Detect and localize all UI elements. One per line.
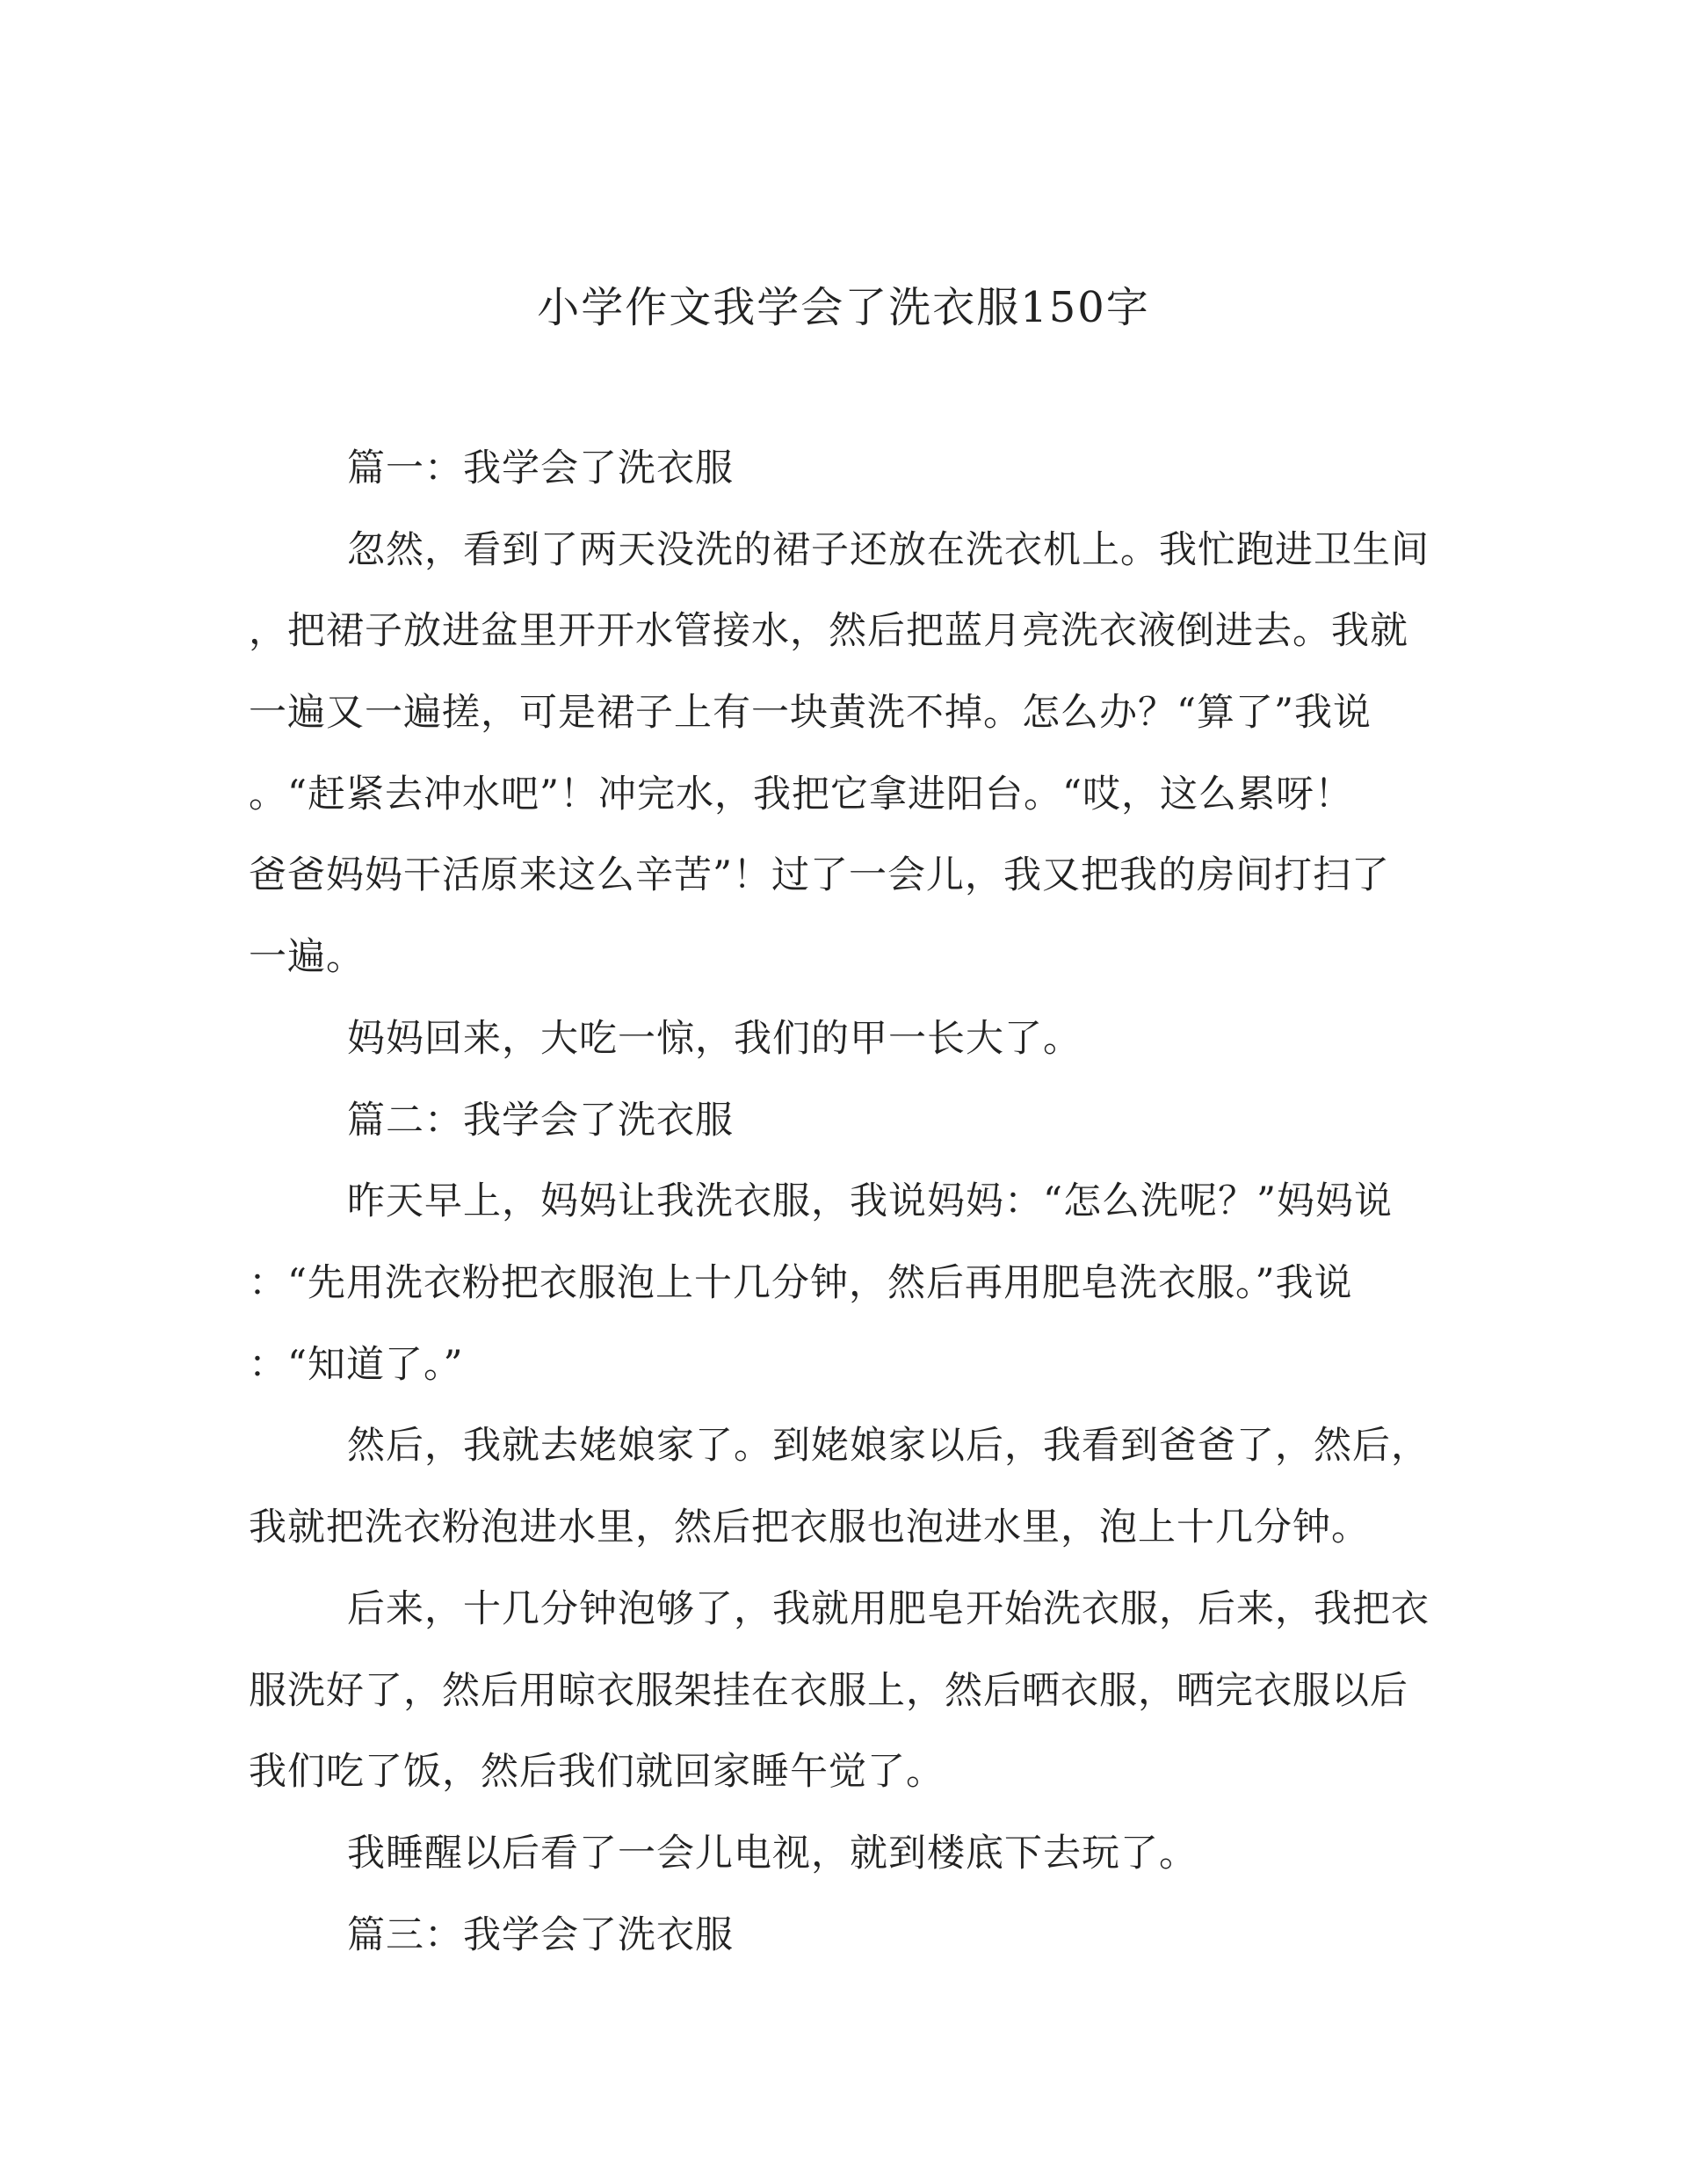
paragraph-line: 昨天早上，妈妈让我洗衣服，我说妈妈：“怎么洗呢？”妈妈说 (347, 1179, 1393, 1223)
document-title: 小学作文我学会了洗衣服150字 (537, 283, 1150, 332)
section-heading-3: 篇三：我学会了洗衣服 (347, 1913, 734, 1957)
paragraph-line: ：“先用洗衣粉把衣服泡上十几分钟，然后再用肥皂洗衣服。”我说 (249, 1261, 1353, 1305)
paragraph-line: 我就把洗衣粉泡进水里，然后把衣服也泡进水里，泡上十几分钟。 (249, 1506, 1370, 1549)
paragraph-line: 一遍。 (249, 935, 365, 979)
paragraph-line: 一遍又一遍搓，可是裙子上有一块黄洗不掉。怎么办？“算了”我说 (249, 691, 1372, 735)
paragraph-line: 忽然，看到了两天没洗的裙子还放在洗衣机上。我忙跑进卫生间 (347, 528, 1430, 572)
paragraph-line: 然后，我就去姥娘家了。到姥娘家以后，我看到爸爸了，然后， (347, 1424, 1430, 1468)
paragraph-line: 服洗好了，然后用晾衣服架挂在衣服上，然后晒衣服，晒完衣服以后 (249, 1669, 1408, 1713)
paragraph-line: 我睡醒以后看了一会儿电视，就到楼底下去玩了。 (347, 1832, 1198, 1876)
section-heading-2: 篇二：我学会了洗衣服 (347, 1099, 734, 1143)
paragraph-line: 。“赶紧去冲水吧”！冲完水，我把它拿进阳台。“哎，这么累呀！ (249, 773, 1353, 816)
section-heading-1: 篇一：我学会了洗衣服 (347, 446, 734, 490)
paragraph-line: ，把裙子放进盆里开开水管接水，然后把蓝月亮洗衣液倒进去。我就 (249, 609, 1408, 653)
paragraph-line: 爸爸妈妈干活原来这么辛苦”！过了一会儿，我又把我的房间打扫了 (249, 853, 1390, 897)
paragraph-line: 妈妈回来，大吃一惊，我们的甲一长大了。 (347, 1017, 1082, 1061)
paragraph-line: ：“知道了。” (249, 1343, 464, 1387)
paragraph-line: 后来，十几分钟泡够了，我就用肥皂开始洗衣服，后来，我把衣 (347, 1587, 1430, 1631)
paragraph-line: 我们吃了饭，然后我们就回家睡午觉了。 (249, 1750, 945, 1794)
